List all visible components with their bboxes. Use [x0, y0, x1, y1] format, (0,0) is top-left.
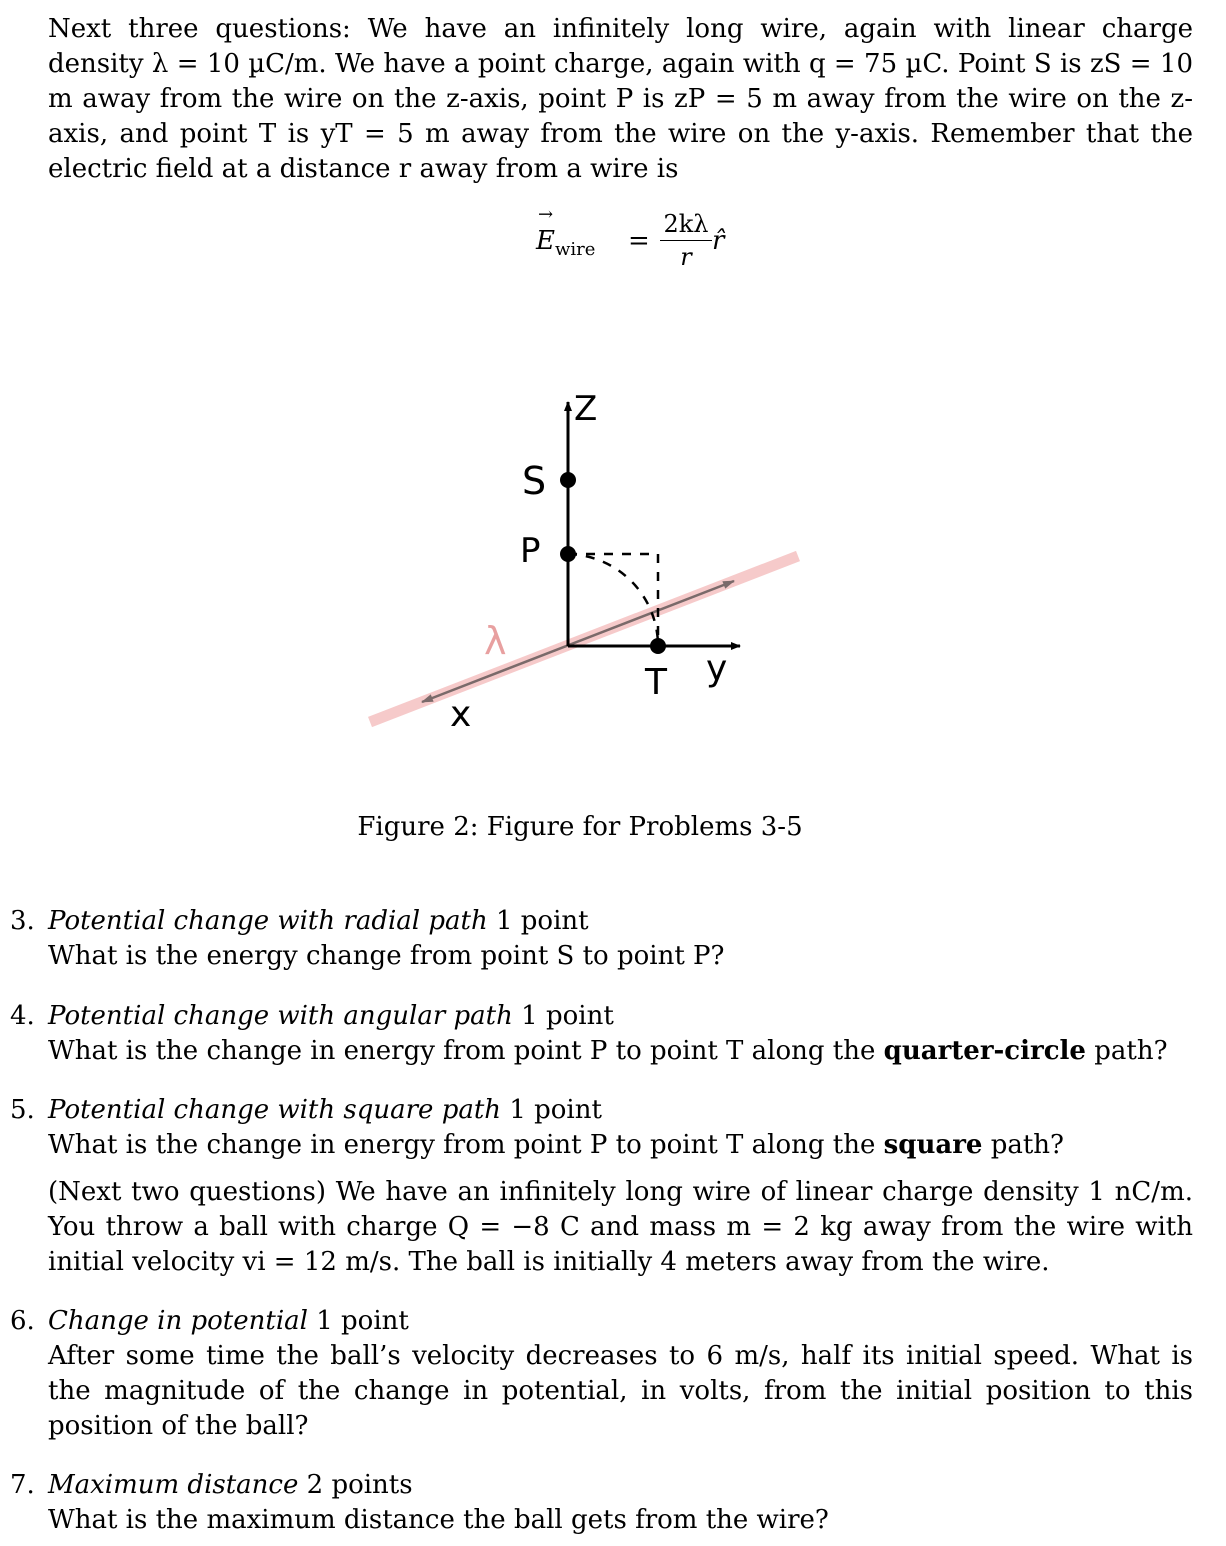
- question-5: [10, 1093, 1193, 1163]
- question-title: Change in potential: [48, 1306, 308, 1336]
- wire-direction-arrow: [422, 581, 734, 702]
- x-axis-label: x: [450, 694, 472, 735]
- equation-numerator: 2kλ: [663, 210, 709, 238]
- note-body: (Next two questions) We have an infinitely long wire of linear charge density 1 nC/m. You throw a ball with charge Q = −8 C and mass m = 2 kg away from the wire with initial velocity vi = 12 m/s. The ball is initially 4 meters away from the wire.: [48, 1177, 1193, 1277]
- question-points: 2 points: [306, 1470, 413, 1500]
- question-points: 1 point: [509, 1095, 602, 1125]
- question-7: [10, 1468, 1193, 1538]
- question-points: 1 point: [495, 906, 589, 936]
- question-title: Potential change with radial path: [48, 906, 488, 936]
- question-body: What is the change in energy from point P to point T along the quarter-circle path?: [48, 1036, 1168, 1066]
- electric-field-equation: [536, 204, 725, 280]
- fraction-bar: [660, 240, 712, 241]
- equation-fraction: [660, 210, 712, 271]
- wire-figure: [360, 380, 810, 740]
- y-axis-label: y: [706, 648, 728, 689]
- question-title: Potential change with square path: [48, 1095, 502, 1125]
- emphasis-quarter-circle: quarter-circle: [883, 1036, 1086, 1066]
- question-number: 3.: [10, 906, 35, 936]
- question-body: What is the maximum distance the ball gets from the wire?: [48, 1505, 829, 1535]
- question-body: What is the change in energy from point P to point T along the square path?: [48, 1130, 1064, 1160]
- question-number: 6.: [10, 1306, 35, 1336]
- equation-equals: =: [628, 226, 650, 256]
- z-axis-label: Z: [574, 389, 598, 429]
- lambda-label: λ: [484, 619, 507, 663]
- equation-lhs: E → $_{wire}$: [536, 204, 596, 261]
- question-6: [10, 1304, 1193, 1444]
- question-4: [10, 999, 1193, 1069]
- question-3: [10, 904, 1193, 974]
- next-two-questions-note: [10, 1175, 1193, 1280]
- point-p-label: P: [520, 531, 541, 571]
- point-t-marker: [650, 638, 666, 654]
- point-s-label: S: [522, 459, 547, 503]
- equation-denominator: r: [680, 243, 692, 271]
- question-body: After some time the ball’s velocity decreases to 6 m/s, half its initial speed. What is the magnitude of the change in potential, in volts, from the initial position to this position of the ball?: [48, 1341, 1193, 1441]
- question-body: What is the energy change from point S to point P?: [48, 941, 725, 971]
- question-number: 4.: [10, 1001, 35, 1031]
- point-p-marker: [560, 546, 576, 562]
- emphasis-square: square: [883, 1130, 983, 1160]
- question-points: 1 point: [521, 1001, 614, 1031]
- figure-caption: Figure 2: Figure for Problems 3-5: [357, 812, 803, 842]
- question-number: 5.: [10, 1095, 35, 1125]
- question-number: 7.: [10, 1470, 35, 1500]
- intro-paragraph: Next three questions: We have an infinitely long wire, again with linear charge density λ = 10 µC/m. We have a point charge, again with q = 75 µC. Point S is zS = 10 m away from the wire on the z-axis, point P is zP = 5 m away from the wire on the z-axis, and point T is yT = 5 m away from the wire on the y-axis. Remember that the electric field at a distance r away from a wire is: [48, 14, 1193, 184]
- question-title: Maximum distance: [48, 1470, 299, 1500]
- question-points: 1 point: [316, 1306, 409, 1336]
- point-t-label: T: [645, 662, 667, 703]
- point-s-marker: [560, 472, 576, 488]
- question-title: Potential change with angular path: [48, 1001, 513, 1031]
- equation-unit-vector: r̂: [712, 226, 725, 256]
